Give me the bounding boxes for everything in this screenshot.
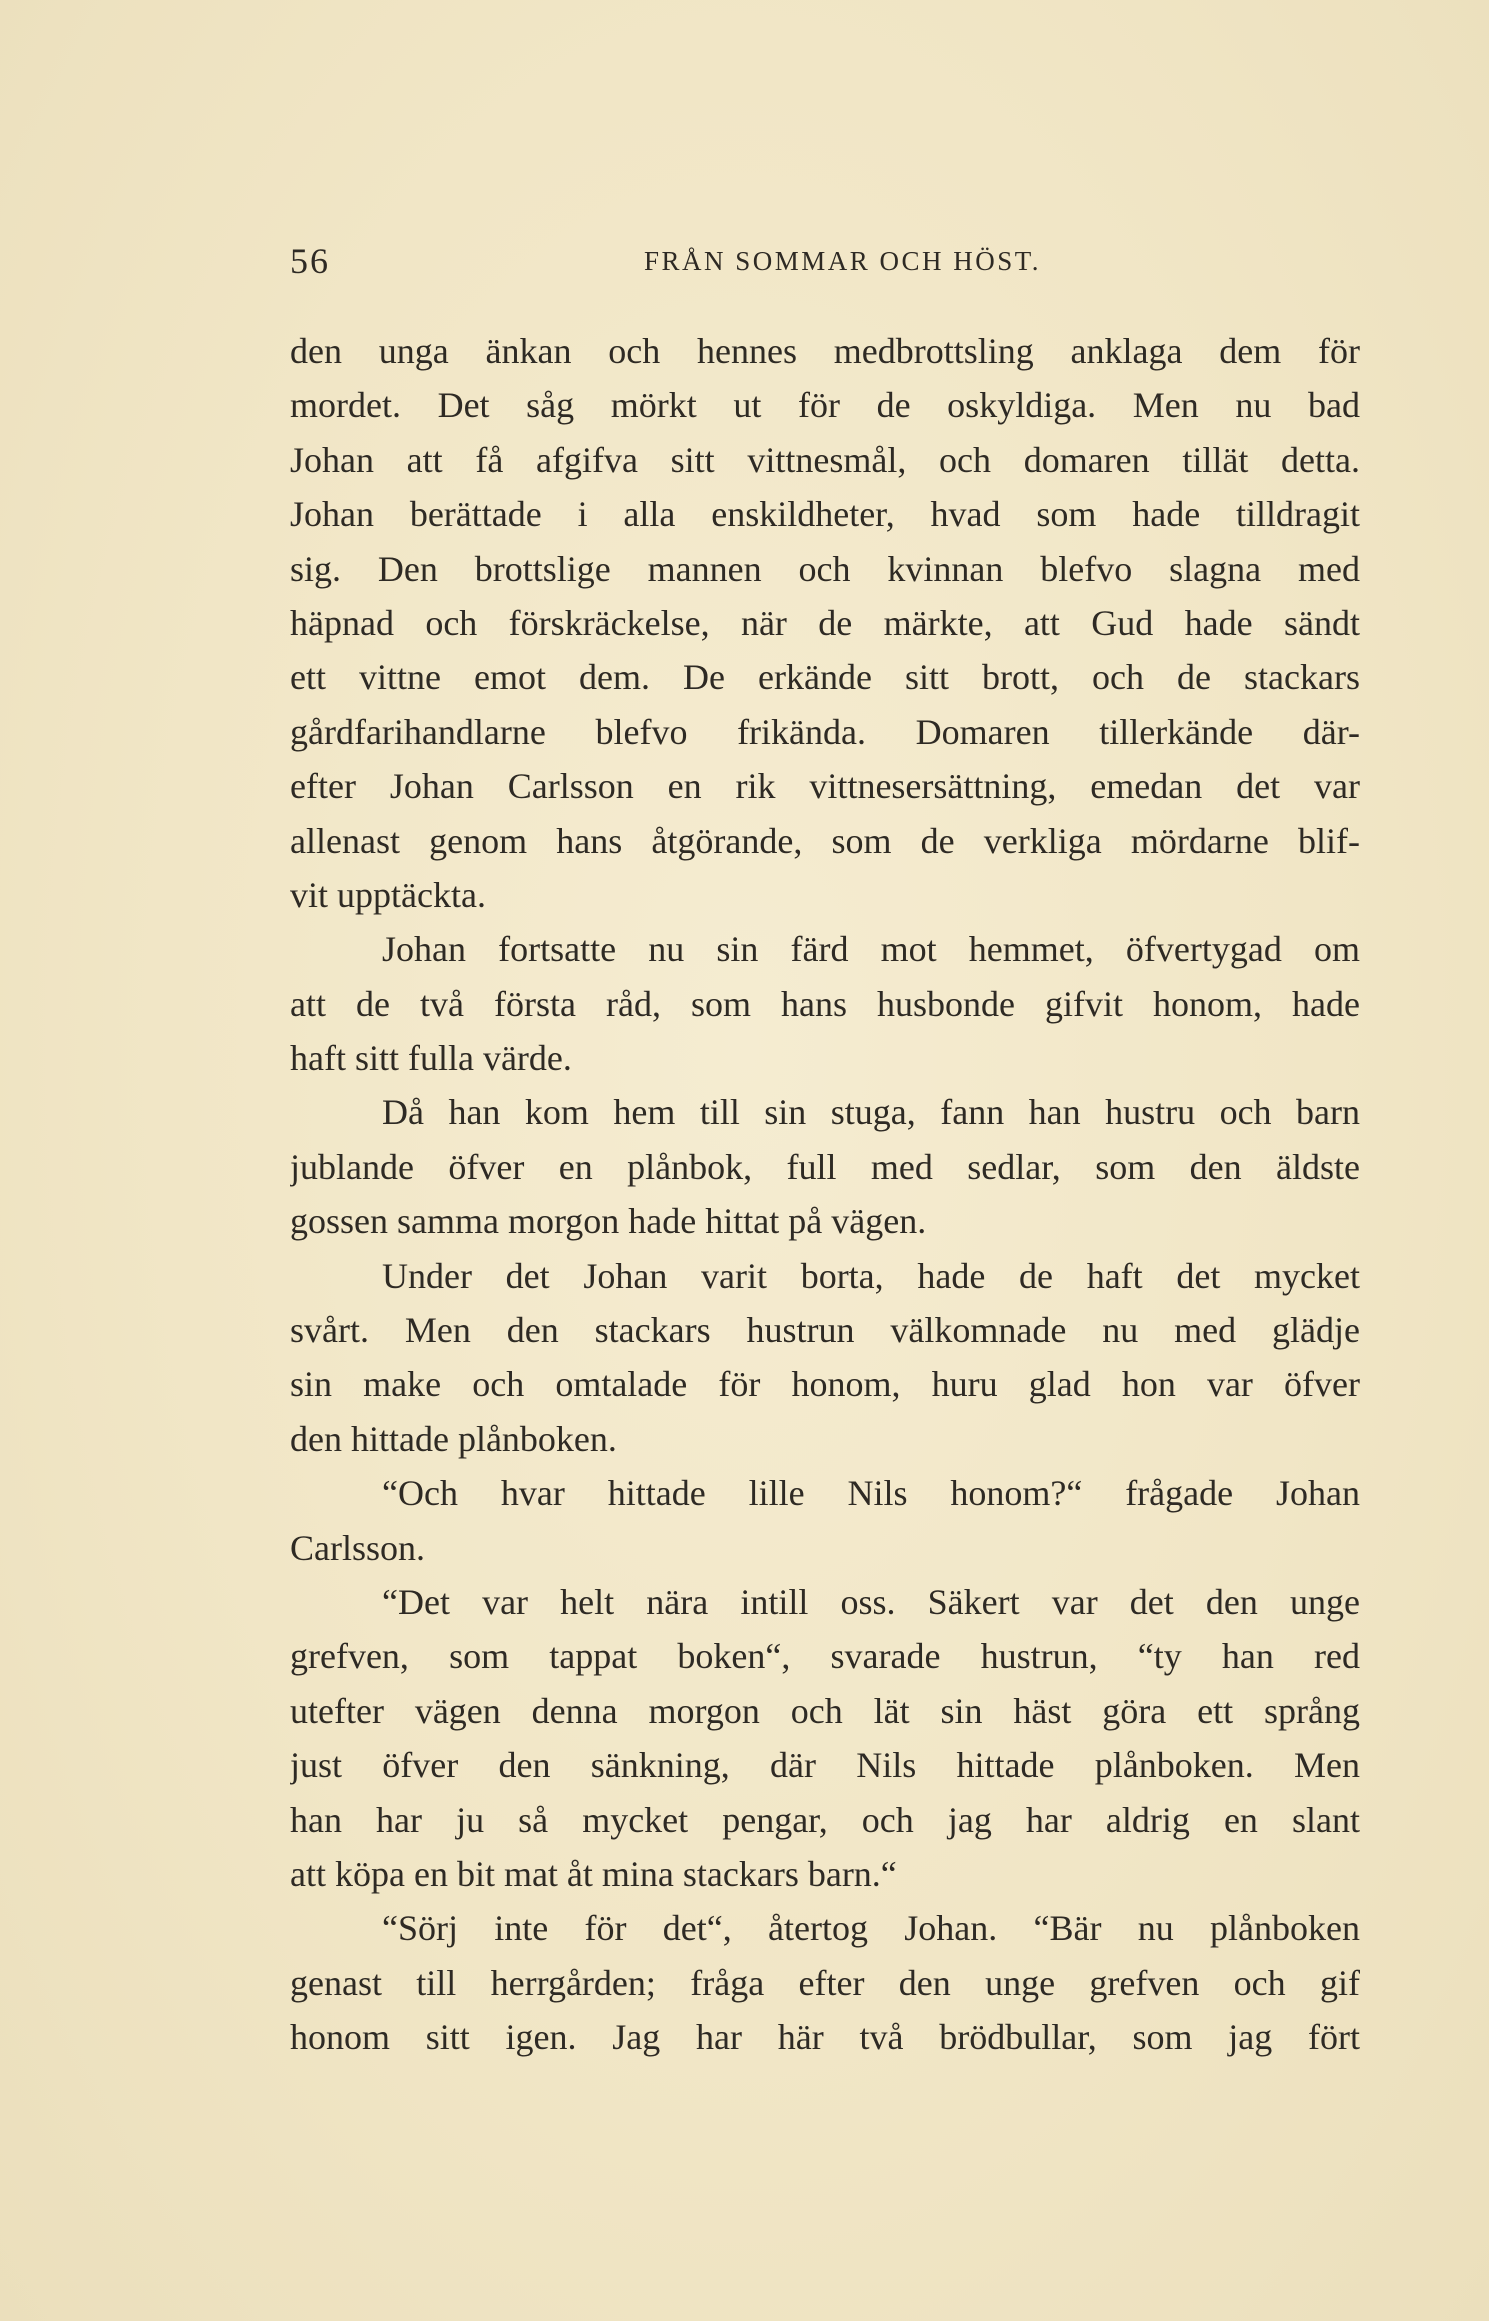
text-line: att de två första råd, som hans husbonde gifvit honom, hade [290, 983, 1360, 1024]
text-line: Johan fortsatte nu sin färd mot hemmet, öfvertygad om [382, 929, 1360, 970]
body-text [290, 324, 1360, 2065]
text-line: efter Johan Carlsson en rik vittnesersättning, emedan det var [290, 766, 1360, 807]
text-line: den unga änkan och hennes medbrottsling anklaga dem för [290, 331, 1360, 371]
text-line: han har ju så mycket pengar, och jag har aldrig en slant [290, 1799, 1360, 1840]
text-line: genast till herrgården; fråga efter den unge grefven och gif [290, 1962, 1360, 2003]
text-line: Under det Johan varit borta, hade de haft det mycket [382, 1255, 1360, 1296]
text-line: gossen samma morgon hade hittat på vägen. [290, 1201, 927, 1242]
text-line: gårdfarihandlarne blefvo frikända. Domaren tillerkände där- [290, 711, 1360, 752]
text-line: häpnad och förskräckelse, när de märkte, att Gud hade sändt [290, 602, 1360, 643]
text-line: haft sitt fulla värde. [290, 1038, 572, 1079]
text-line: att köpa en bit mat åt mina stackars barn.“ [290, 1853, 897, 1894]
running-head [290, 240, 1365, 290]
text-line: jublande öfver en plånbok, full med sedlar, som den äldste [290, 1146, 1360, 1187]
text-line: honom sitt igen. Jag har här två brödbullar, som jag fört [290, 2017, 1360, 2058]
text-line: allenast genom hans åtgörande, som de verkliga mördarne blif- [290, 820, 1360, 861]
text-line: “Sörj inte för det“, återtog Johan. “Bär nu plånboken [382, 1908, 1360, 1949]
text-line: mordet. Det såg mörkt ut för de oskyldiga. Men nu bad [290, 385, 1360, 426]
text-line: “Och hvar hittade lille Nils honom?“ frågade Johan [382, 1473, 1360, 1514]
text-line: sin make och omtalade för honom, huru glad hon var öfver [290, 1364, 1360, 1405]
text-line: den hittade plånboken. [290, 1418, 617, 1459]
text-line: svårt. Men den stackars hustrun välkomnade nu med glädje [290, 1310, 1360, 1351]
text-line: utefter vägen denna morgon och lät sin häst göra ett språng [290, 1690, 1360, 1731]
text-line: Johan att få afgifva sitt vittnesmål, och domaren tillät detta. [290, 439, 1360, 480]
page-number: 56 [290, 241, 330, 281]
text-line: Carlsson. [290, 1527, 425, 1568]
text-line: “Det var helt nära intill oss. Säkert var det den unge [382, 1581, 1360, 1622]
text-line: grefven, som tappat boken“, svarade hustrun, “ty han red [290, 1636, 1360, 1677]
text-line: vit upptäckta. [290, 874, 486, 915]
text-line: ett vittne emot dem. De erkände sitt brott, och de stackars [290, 657, 1360, 698]
text-line: sig. Den brottslige mannen och kvinnan blefvo slagna med [290, 548, 1360, 589]
text-line: just öfver den sänkning, där Nils hittade plånboken. Men [290, 1745, 1360, 1786]
text-line: Johan berättade i alla enskildheter, hvad som hade tilldragit [290, 494, 1360, 535]
text-line: Då han kom hem till sin stuga, fann han hustru och barn [382, 1092, 1360, 1133]
running-title: FRÅN SOMMAR OCH HÖST. [643, 246, 1042, 276]
